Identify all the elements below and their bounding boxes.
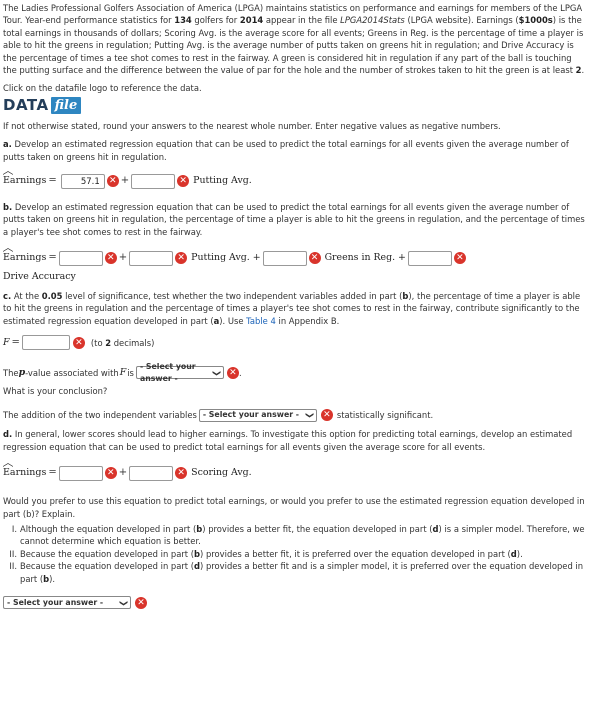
option-1: I. Although the equation developed in part (b) provides a better fit, the equation developed in part (d) is a simpler model. Therefore, we cannot determine which equation is better. (11, 523, 585, 547)
part-b-drive-coef-input[interactable] (408, 251, 452, 266)
incorrect-icon: ✕ (175, 467, 187, 479)
preference-select[interactable]: - Select your answer - ❯ (3, 596, 131, 609)
earnings-hat-label: Earnings (3, 175, 46, 187)
incorrect-icon: ✕ (175, 252, 187, 264)
part-d-intercept-input[interactable] (59, 466, 103, 481)
plus-sign: + (120, 174, 130, 186)
part-b-intercept-input[interactable] (59, 251, 103, 266)
incorrect-icon: ✕ (454, 252, 466, 264)
part-b-equation (3, 248, 586, 268)
chevron-down-icon: ❯ (212, 369, 222, 377)
equals-sign: = (48, 466, 57, 478)
equals-sign: = (11, 336, 20, 348)
incorrect-icon: ✕ (105, 467, 117, 479)
incorrect-icon: ✕ (107, 175, 119, 187)
incorrect-icon: ✕ (73, 337, 85, 349)
earnings-hat-label: Earnings (3, 467, 46, 479)
incorrect-icon: ✕ (177, 175, 189, 187)
datafile-logo-file: file (51, 97, 82, 114)
option-3: II. Because the equation developed in part (d) provides a better fit and is a simpler model, it is preferred over the equation developed in part (b). (9, 561, 584, 584)
decimals-note: (to 2 decimals) (90, 337, 155, 348)
drive-accuracy-label: Drive Accuracy (3, 271, 76, 283)
datafile-logo-data: DATA (3, 96, 49, 115)
part-a-prompt: a. Develop an estimated regression equation that can be used to predict the total earnings for all events given the average number of putts taken on greens hit in regulation. (3, 139, 569, 162)
conclusion-question: What is your conclusion? (3, 385, 108, 396)
datafile-logo[interactable] (3, 97, 81, 114)
part-b-prompt: b. Develop an estimated regression equation that can be used to predict the total earnings for all events given the average number of putts taken on greens hit in regulation, the percentage of time a player is able to hit the greens in regulation, and the percentage of times a player's tee shot comes to rest in the fairway. (3, 202, 585, 237)
incorrect-icon: ✕ (309, 252, 321, 264)
preference-question: Would you prefer to use this equation to predict total earnings, or would you prefer to use the estimated regression equation developed in part (b)? Explain. (3, 496, 585, 519)
part-b-greens-coef-input[interactable] (263, 251, 307, 266)
equals-sign: = (48, 174, 57, 186)
answer-options (3, 523, 586, 585)
plus-sign: + (118, 466, 128, 478)
equals-sign: = (48, 252, 57, 264)
part-d-prompt: d. In general, lower scores should lead to higher earnings. To investigate this option for predicting total earnings, develop an estimated regression equation that can be used to predict total earnings for all events given the average score for all events. (3, 429, 573, 452)
part-a-equation (3, 171, 586, 191)
incorrect-icon: ✕ (105, 252, 117, 264)
part-a-intercept-input[interactable]: 57.1 (61, 174, 105, 189)
putting-avg-plus-label: Putting Avg. + (191, 252, 261, 264)
preference-select-row (3, 593, 586, 613)
part-a-putting-coef-input[interactable] (131, 174, 175, 189)
option-2: II. Because the equation developed in part (b) provides a better fit, it is preferred over the equation developed in part (d). (9, 548, 523, 559)
part-c-prompt: c. At the 0.05 level of significance, test whether the two independent variables added in part (b), the percentage of time a player is able to hit the greens in regulation and the percentage of times a player's tee shot comes to rest in the fairway, contribute significantly to the estimated regression equation developed in part (a). Use Table 4 in Appendix B. (3, 290, 581, 326)
p-value-select[interactable]: - Select your answer - ❯ (136, 366, 224, 379)
chevron-down-icon: ❯ (119, 599, 129, 607)
greens-in-reg-label: Greens in Reg. + (324, 252, 406, 264)
part-b-putting-coef-input[interactable] (129, 251, 173, 266)
incorrect-icon: ✕ (135, 597, 147, 609)
putting-avg-label: Putting Avg. (193, 174, 252, 186)
table-4-link[interactable]: Table 4 (246, 315, 276, 326)
part-d-scoring-coef-input[interactable] (129, 466, 173, 481)
intro-paragraph: The Ladies Professional Golfers Association of America (LPGA) maintains statistics on performance and earnings for members of the LPGA Tour. Year-end performance statistics for 134 golfers for 2014 appear in the file LPGA2014Stats (LPGA website). Earnings ($1000s) is the total earnings in thousands of dollars; Scoring Avg. is the average score for all events; Greens in Reg. is the percentage of time a player is able to hit the greens in regulation; Putting Avg. is the average number of putts taken on greens hit in regulation; and Drive Accuracy is the percentage of times a tee shot comes to rest in the fairway. A green is considered hit in regulation if any part of the ball is touching the putting surface and the difference between the value of par for the hole and the number of strokes taken to hit the green is at least 2. (3, 3, 585, 76)
part-d-equation (3, 463, 586, 483)
significance-select[interactable]: - Select your answer - ❯ (199, 409, 317, 422)
f-label: F (3, 336, 10, 348)
f-stat-input[interactable] (22, 335, 70, 350)
incorrect-icon: ✕ (321, 409, 333, 421)
f-stat-row (3, 333, 586, 353)
earnings-hat-label: Earnings (3, 252, 46, 264)
scoring-avg-label: Scoring Avg. (191, 466, 252, 478)
chevron-down-icon: ❯ (305, 411, 315, 419)
addition-row: The addition of the two independent variables - Select your answer - ❯ ✕ statistically significant. (3, 410, 434, 421)
plus-sign: + (118, 252, 128, 264)
click-instruction: Click on the datafile logo to reference the data. (3, 83, 202, 94)
rounding-instruction: If not otherwise stated, round your answers to the nearest whole number. Enter negative values as negative numbers. (3, 120, 501, 131)
incorrect-icon: ✕ (227, 367, 239, 379)
p-value-row: The p -value associated with F is - Select your answer - ❯ ✕ . (3, 361, 242, 383)
